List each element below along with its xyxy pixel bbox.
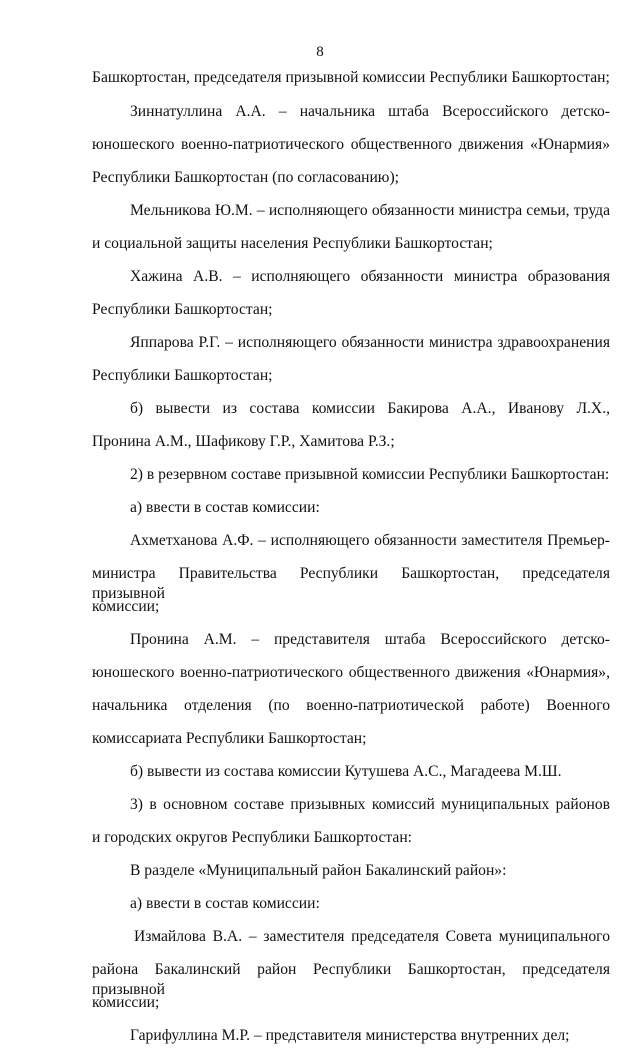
text-line: Мельникова Ю.М. – исполняющего обязанности министра семьи, труда [130, 202, 610, 219]
text-line: комиссии; [92, 994, 160, 1011]
text-line: б) вывести из состава комиссии Кутушева А.С., Магадеева М.Ш. [130, 763, 562, 780]
text-line: Пронина А.М., Шафикову Г.Р., Хамитова Р.З.; [92, 433, 395, 450]
text-line: Республики Башкортостан (по согласованию); [92, 169, 399, 186]
text-line: комиссариата Республики Башкортостан; [92, 730, 367, 747]
text-line: а) ввести в состав комиссии: [130, 499, 320, 516]
text-line: Республики Башкортостан; [92, 367, 273, 384]
text-line: Зиннатуллина А.А. – начальника штаба Всероссийского детско- [130, 103, 610, 120]
text-line: а) ввести в состав комиссии: [130, 895, 320, 912]
text-line: В разделе «Муниципальный район Бакалинский район»: [130, 862, 507, 879]
text-line: Гарифуллина М.Р. – представителя министерства внутренних дел; [130, 1027, 570, 1044]
text-line: 2) в резервном составе призывной комиссии Республики Башкортостан: [130, 466, 610, 483]
text-line: начальника отделения (по военно-патриотической работе) Военного [92, 697, 610, 714]
text-line: района Бакалинский район Республики Башкортостан, председателя призывной [92, 961, 610, 998]
page-number: 8 [316, 44, 324, 60]
text-line: б) вывести из состава комиссии Бакирова А.А., Иванову Л.Х., [130, 400, 610, 417]
text-line: Хажина А.В. – исполняющего обязанности министра образования [130, 268, 610, 285]
text-line: юношеского военно-патриотического общественного движения «Юнармия» [92, 136, 610, 153]
text-line: министра Правительства Республики Башкортостан, председателя призывной [92, 565, 610, 602]
text-line: комиссии; [92, 598, 160, 615]
text-line: Республики Башкортостан; [92, 301, 273, 318]
text-line: юношеского военно-патриотического общественного движения «Юнармия», [92, 664, 610, 681]
text-line: Башкортостан, председателя призывной комиссии Республики Башкортостан; [92, 69, 610, 86]
text-line: 3) в основном составе призывных комиссий муниципальных районов [130, 796, 610, 813]
text-line: Ахметханова А.Ф. – исполняющего обязанности заместителя Премьер- [130, 532, 610, 549]
text-line: Яппарова Р.Г. – исполняющего обязанности министра здравоохранения [130, 334, 610, 351]
text-line: и городских округов Республики Башкортостан: [92, 829, 412, 846]
text-line: и социальной защиты населения Республики Башкортостан; [92, 235, 493, 252]
text-line: Пронина А.М. – представителя штаба Всероссийского детско- [130, 631, 610, 648]
text-line: Измайлова В.А. – заместителя председателя Совета муниципального [134, 928, 610, 945]
document-body [92, 68, 610, 1059]
